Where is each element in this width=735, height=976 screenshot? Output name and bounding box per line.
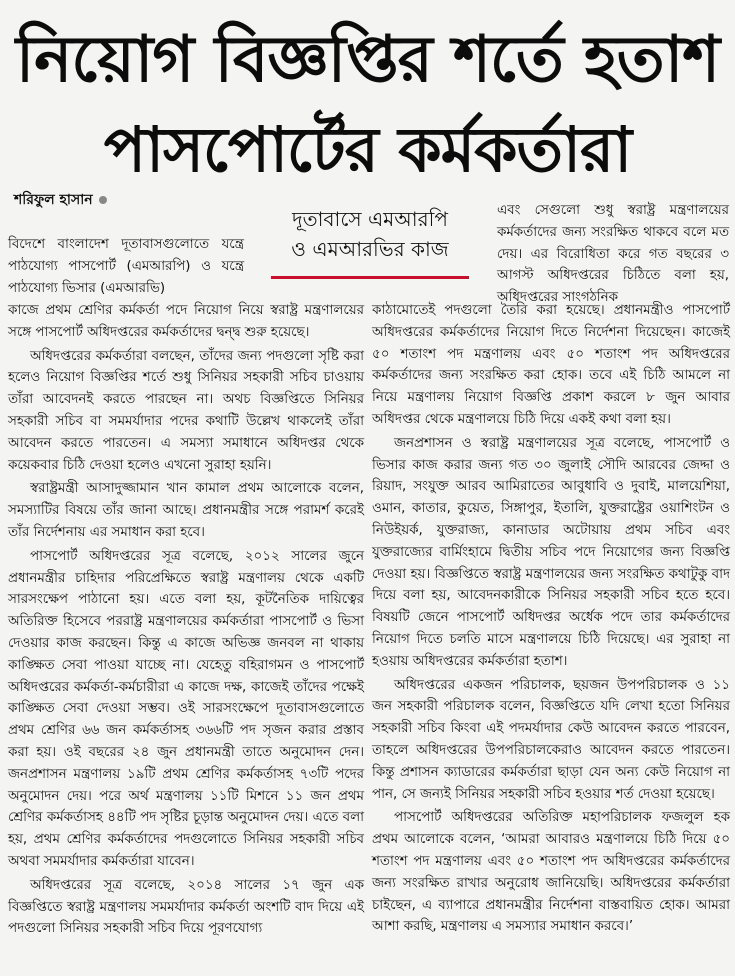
paragraph: কাঠামোতেই পদগুলো তৈরি করা হয়েছে। প্রধানমন্ত্রীও পাসপোর্ট অধিদপ্তরের কর্মকর্তাদের নিয়োগ দিতে নির্দেশনা দিয়েছেন। কাজেই ৫০ শতাংশ পদ মন্ত্রণালয় এবং ৫০ শতাংশ পদ অধিদপ্তরের কর্মকর্তাদের জন্য সংরক্ষিত করা হোক। তবে এই চিঠি আমলে না নিয়ে মন্ত্রণালয় নিয়োগ বিজ্ঞপ্তি প্রকাশ করলে ৮ জুন আবার অধিদপ্তর থেকে মন্ত্রণালয়ে চিঠি দিয়ে একই কথা বলা হয়। (372, 303, 730, 427)
paragraph: পাসপোর্ট অধিদপ্তরের অতিরিক্ত মহাপরিচালক ফজলুল হক প্রথম আলোকে বলেন, ‘আমরা আবারও মন্ত্রণালয়ে চিঠি দিয়ে ৫০ শতাংশ পদ মন্ত্রণালয় এবং ৫০ শতাংশ পদ অধিদপ্তরের কর্মকর্তাদের জন্য সংরক্ষিত রাখার অনুরোধ জানিয়েছি। অধিদপ্তরের কর্মকর্তারা চাইছেন, এ ব্যাপারে প্রধানমন্ত্রীর নির্দেশনা বাস্তবায়িত হোক। আমরা আশা করছি, মন্ত্রণালয় এ সমস্যার সমাধান করবে।’ (372, 810, 730, 935)
left-column-intro (8, 234, 244, 301)
right-column (372, 300, 730, 940)
paragraph: কাজে প্রথম শ্রেণির কর্মকর্তা পদে নিয়োগ নিয়ে স্বরাষ্ট্র মন্ত্রণালয়ের সঙ্গে পাসপোর্ট অধিদপ্তরের কর্মকর্তাদের দ্বন্দ্ব শুরু হয়েছে। (8, 303, 364, 340)
paragraph: অধিদপ্তরের একজন পরিচালক, ছয়জন উপপরিচালক ও ১১ জন সহকারী পরিচালক বলেন, বিজ্ঞপ্তিতে যদি লেখা হতো সিনিয়র সহকারী সচিব কিংবা এই পদমর্যাদার কেউ আবেদন করতে পারবেন, তাহলে অধিদপ্তরের উপপরিচালকেরাও আবেদন করতে পারতেন। কিন্তু প্রশাসন ক্যাডারের কর্মকর্তারা ছাড়া যেন অন্য কেউ নিয়োগ না পান, সে জন্যই সিনিয়র সহকারী সচিব হওয়ার শর্ত দেওয়া হয়েছে। (372, 677, 730, 802)
paragraph: এবং সেগুলো শুধু স্বরাষ্ট্র মন্ত্রণালয়ের কর্মকর্তাদের জন্য সংরক্ষিত থাকবে বলে মত দেয়। এর বিরোধিতা করে গত বছরের ৩ আগস্ট অধিদপ্তরের চিঠিতে বলা হয়, অধিদপ্তরের সাংগঠনিক (497, 203, 729, 306)
article-headline (0, 14, 735, 194)
byline (14, 188, 107, 212)
byline-dot-icon (99, 196, 107, 204)
paragraph: অধিদপ্তরের সূত্র বলেছে, ২০১৪ সালের ১৭ জুন এক বিজ্ঞপ্তিতে স্বরাষ্ট্র মন্ত্রণালয় সমমর্যাদার কর্মকর্তা অংশটি বাদ দিয়ে এই পদগুলো সিনিয়র সহকারী সচিব দিয়ে পূরণযোগ্য (8, 877, 364, 937)
headline-line-1: নিয়োগ বিজ্ঞপ্তির শর্তে হতাশ (15, 23, 720, 97)
headline-line-2: পাসপোর্টের কর্মকর্তারা (103, 113, 632, 186)
inset-line-1: দূতাবাসে এমআরপি (292, 207, 448, 231)
right-column-intro (497, 200, 729, 311)
paragraph: বিদেশে বাংলাদেশ দূতাবাসগুলোতে যন্ত্রে পাঠযোগ্য পাসপোর্ট (এমআরপি) ও যন্ত্রে পাঠযোগ্য ভিসার (এমআরভি) (8, 237, 244, 296)
author-name: শরিফুল হাসান (14, 192, 93, 208)
inset-red-rule (271, 276, 469, 279)
paragraph: জনপ্রশাসন ও স্বরাষ্ট্র মন্ত্রণালয়ের সূত্র বলেছে, পাসপোর্ট ও ভিসার কাজ করার জন্য গত ৩০ জুলাই সৌদি আরবের জেদ্দা ও রিয়াদ, সংযুক্ত আরব আমিরাতের আবুধাবি ও দুবাই, মালয়েশিয়া, ওমান, কাতার, কুয়েত, সিঙ্গাপুর, ইতালি, যুক্তরাষ্ট্রের ওয়াশিংটন ও নিউইয়র্ক, যুক্তরাজ্য, কানাডার অটোয়ায় প্রথম সচিব এবং যুক্তরাজ্যের বার্মিংহামে দ্বিতীয় সচিব পদে নিয়োগের জন্য বিজ্ঞপ্তি দেওয়া হয়। বিজ্ঞপ্তিতে স্বরাষ্ট্র মন্ত্রণালয়ের জন্য সংরক্ষিত কথাটুকু বাদ দিয়ে বলা হয়, আবেদনকারীকে সিনিয়র সহকারী সচিব হতে হবে। বিষয়টি জেনে পাসপোর্ট অধিদপ্তর অর্ধেক পদে তার কর্মকর্তাদের নিয়োগ দিতে চলতি মাসে মন্ত্রণালয়ে চিঠি দিয়েছে। এর সুরাহা না হওয়ায় অধিদপ্তরের কর্মকর্তারা হতাশ। (372, 435, 730, 669)
left-column (8, 300, 364, 942)
inset-line-2: ও এমআরভির কাজ (291, 237, 449, 261)
paragraph: স্বরাষ্ট্রমন্ত্রী আসাদুজ্জামান খান কামাল প্রথম আলোকে বলেন, সমস্যাটির বিষয়ে তাঁর জানা আছে। প্রধানমন্ত্রীর সঙ্গে পরামর্শ করেই তাঁর নির্দেশনায় এর সমাধান করা হবে। (8, 481, 364, 540)
paragraph: পাসপোর্ট অধিদপ্তরের সূত্র বলেছে, ২০১২ সালের জুনে প্রধানমন্ত্রীর চাহিদার পরিপ্রেক্ষিতে স্বরাষ্ট্র মন্ত্রণালয় থেকে একটি সারসংক্ষেপ পাঠানো হয়। এতে বলা হয়, কূটনৈতিক দায়িত্বের অতিরিক্ত হিসেবে পররাষ্ট্র মন্ত্রণালয়ের কর্মকর্তারা পাসপোর্ট ও ভিসা দেওয়ার কাজ করছেন। কিন্তু এ কাজে অভিজ্ঞ জনবল না থাকায় কাঙ্ক্ষিত সেবা পাওয়া যাচ্ছে না। যেহেতু বহিরাগমন ও পাসপোর্ট অধিদপ্তরের কর্মকর্তা-কর্মচারীরা এ কাজে দক্ষ, কাজেই তাঁদের পক্ষেই কাঙ্ক্ষিত সেবা দেওয়া সম্ভব। ওই সারসংক্ষেপে দূতাবাসগুলোতে প্রথম শ্রেণির ৬৬ জন কর্মকর্তাসহ ৩৬৬টি পদ সৃজন করার প্রস্তাব করা হয়। ওই বছরের ২৪ জুন প্রধানমন্ত্রী তাতে অনুমোদন দেন। জনপ্রশাসন মন্ত্রণালয় ১৯টি প্রথম শ্রেণির কর্মকর্তাসহ ৭৩টি পদের অনুমোদন দেয়। পরে অর্থ মন্ত্রণালয় ১১টি মিশনে ১১ জন প্রথম শ্রেণির কর্মকর্তাসহ ৪৪টি পদ সৃষ্টির চূড়ান্ত অনুমোদন দেয়। এতে বলা হয়, প্রথম শ্রেণির কর্মকর্তাদের পদগুলোতে সিনিয়র সহকারী সচিব অথবা সমমর্যাদার কর্মকর্তারা যাবেন। (8, 548, 364, 869)
paragraph: অধিদপ্তরের কর্মকর্তারা বলছেন, তাঁদের জন্য পদগুলো সৃষ্টি করা হলেও নিয়োগ বিজ্ঞপ্তির শর্তে শুধু সিনিয়র সহকারী সচিব চাওয়ায় তাঁরা আবেদনই করতে পারছেন না। অথচ বিজ্ঞপ্তিতে সিনিয়র সহকারী সচিব বা সমমর্যাদার পদের কথাটি উল্লেখ থাকলেই তাঁরা আবেদন করতে পারতেন। এ সমস্যা সমাধানে অধিদপ্তর থেকে কয়েকবার চিঠি দেওয়া হলেও এখনো সুরাহা হয়নি। (8, 348, 364, 473)
inset-subheadline (251, 204, 489, 284)
